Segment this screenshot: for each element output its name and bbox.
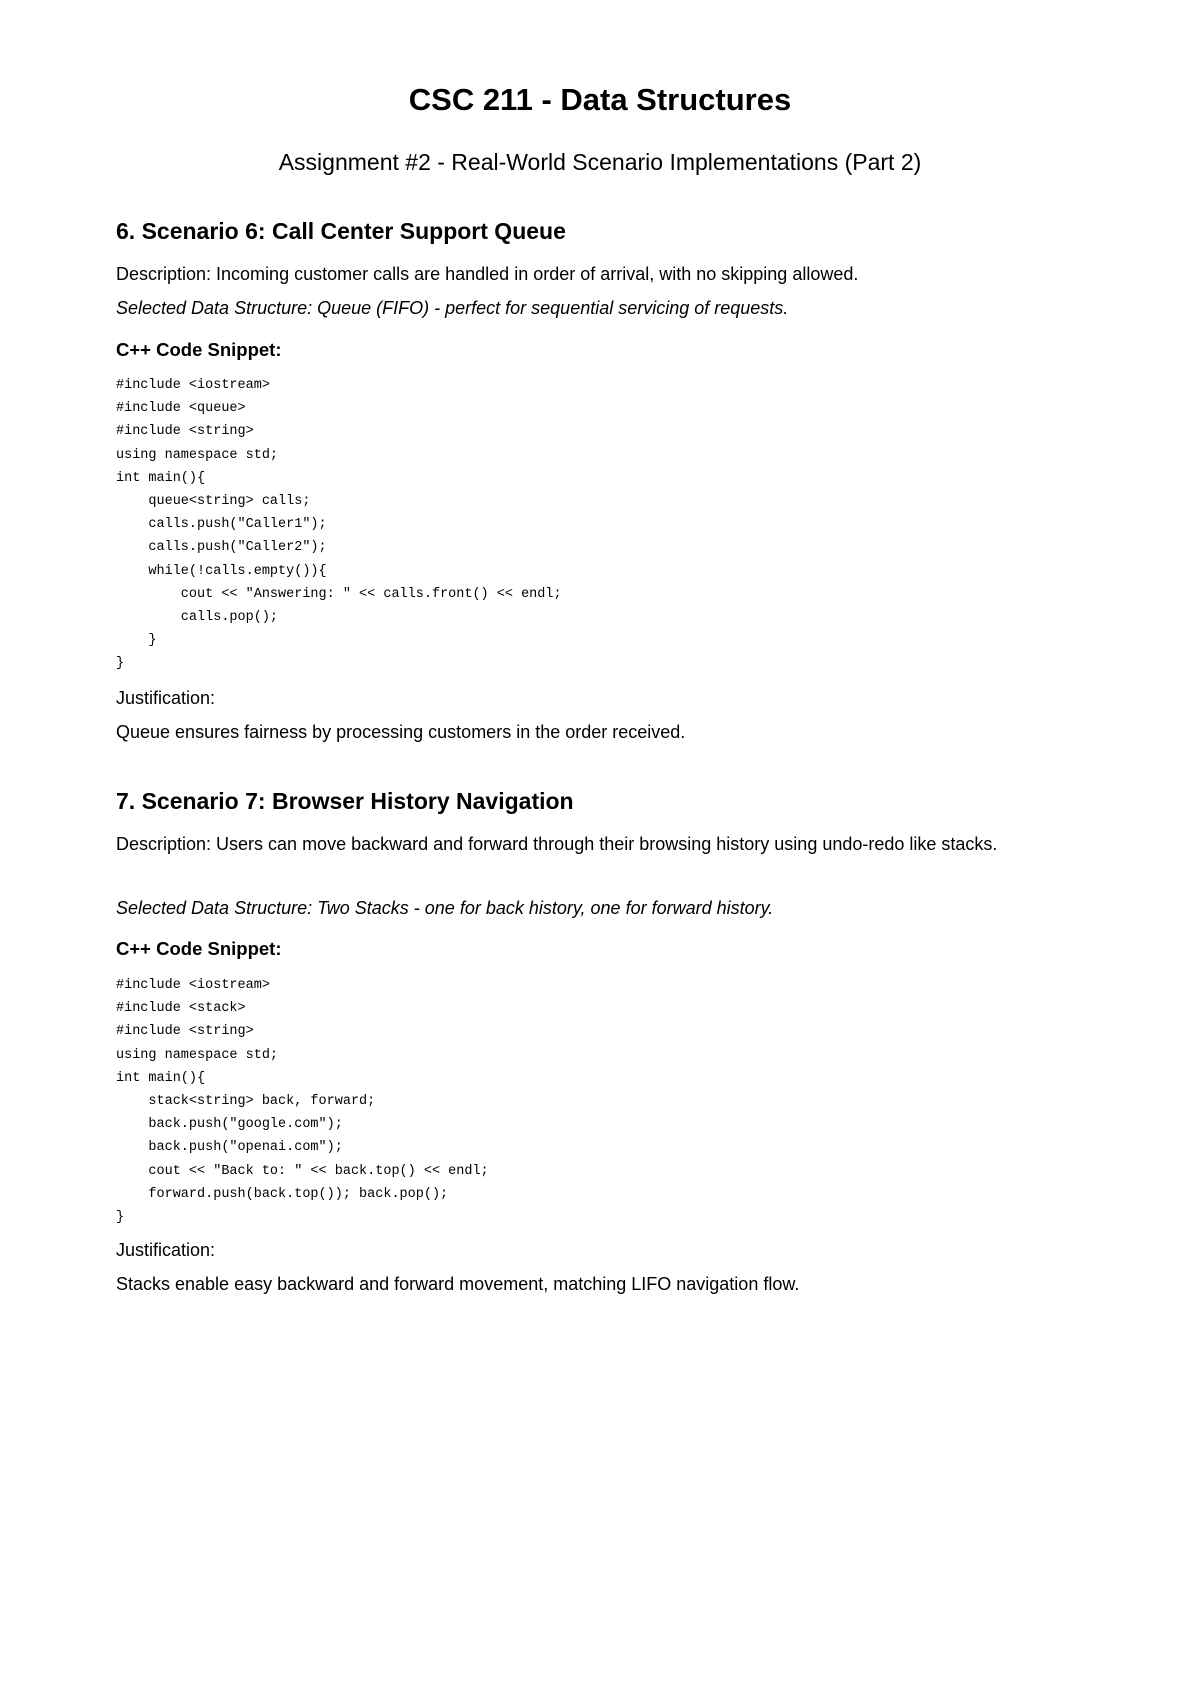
document-title: CSC 211 - Data Structures	[408, 82, 792, 117]
document-subtitle: Assignment #2 - Real-World Scenario Implementations (Part 2)	[278, 149, 922, 175]
section-7-code-label: C++ Code Snippet:	[116, 938, 282, 959]
section-6-data-structure: Selected Data Structure: Queue (FIFO) - perfect for sequential servicing of requests.	[116, 298, 789, 318]
section-6-description: Description: Incoming customer calls are handled in order of arrival, with no skipping allowed.	[116, 264, 859, 284]
section-6-heading: 6. Scenario 6: Call Center Support Queue	[116, 218, 566, 244]
section-6-justification: Queue ensures fairness by processing customers in the order received.	[116, 722, 686, 742]
section-7-justification: Stacks enable easy backward and forward movement, matching LIFO navigation flow.	[116, 1274, 800, 1294]
section-7-code-block: #include <iostream> #include <stack> #include <string> using namespace std; int main(){ stack<string> back, forward; back.push("google.com"); back.push("openai.com"); cout << "Back to: " << back.top() << endl; forward.push(back.top()); back.pop(); }	[116, 978, 489, 1226]
section-7-justification-label: Justification:	[116, 1240, 216, 1260]
section-6-code-block: #include <iostream> #include <queue> #include <string> using namespace std; int main(){ queue<string> calls; calls.push("Caller1"); calls.push("Caller2"); while(!calls.empty()){ cout << "Answering: " << calls.front() << endl; calls.pop(); } }	[116, 378, 562, 672]
section-6-justification-label: Justification:	[116, 688, 216, 708]
section-7-description: Description: Users can move backward and forward through their browsing history using undo-redo like stacks.	[116, 834, 998, 854]
section-7-data-structure: Selected Data Structure: Two Stacks - one for back history, one for forward history.	[116, 898, 774, 918]
section-6-code-label: C++ Code Snippet:	[116, 339, 282, 360]
section-7-heading: 7. Scenario 7: Browser History Navigation	[116, 788, 574, 814]
